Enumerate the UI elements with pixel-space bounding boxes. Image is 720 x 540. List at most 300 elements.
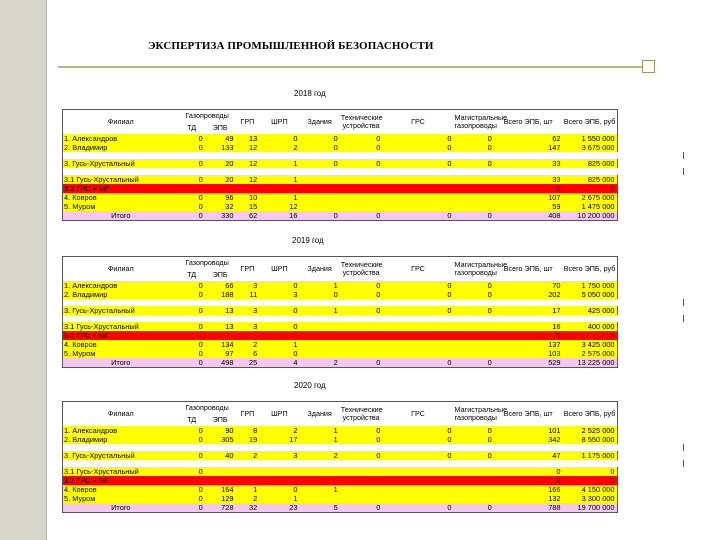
table-row <box>63 494 684 503</box>
cell-shrp: 3 <box>259 451 299 460</box>
cell-td: 0 <box>179 290 205 299</box>
cell-cnt: 0 <box>494 467 563 476</box>
cell-zd: 0 <box>299 159 339 168</box>
epb-table <box>62 256 684 368</box>
page-title: ЭКСПЕРТИЗА ПРОМЫШЛЕННОЙ БЕЗОПАСНОСТИ <box>148 40 434 52</box>
table-row <box>63 460 684 467</box>
header-td: ТД <box>187 270 197 280</box>
cell-shrp: 1 <box>259 494 299 503</box>
header-grs: ГРС <box>382 110 453 135</box>
cell-cnt: 408 <box>494 211 563 221</box>
cell-rub: 13 225 000 <box>563 358 618 368</box>
cell-grp: 2 <box>236 494 260 503</box>
table-row <box>63 358 684 368</box>
cell-tech <box>340 202 383 211</box>
cell-zd <box>299 202 339 211</box>
cell-rub: 4 150 000 <box>563 485 618 494</box>
cell-tech <box>340 193 383 202</box>
cell-grp <box>236 184 260 193</box>
cell-grs <box>382 494 453 503</box>
cell-epb: 728 <box>205 503 236 513</box>
cell-mag <box>454 340 494 349</box>
cell-td: 0 <box>179 134 205 143</box>
cell-shrp: 1 <box>259 340 299 349</box>
cell-grs: 0 <box>382 426 453 435</box>
header-filial: Филиал <box>63 402 179 427</box>
cell-mag <box>454 349 494 358</box>
cell-cnt: 103 <box>494 349 563 358</box>
cell-grp <box>236 331 260 340</box>
cell-grs <box>382 175 453 184</box>
cell-zd <box>299 340 339 349</box>
cell-zd: 1 <box>299 435 339 444</box>
row-label: 3.2 ГРС + МГ <box>63 184 179 193</box>
cell-grp: 2 <box>236 340 260 349</box>
cell-rub: 825 000 <box>563 175 618 184</box>
cell-shrp: 0 <box>259 349 299 358</box>
epb-table-block <box>62 256 684 368</box>
row-label: 2. Владимир <box>63 143 179 152</box>
cell-rub: 2 675 000 <box>563 193 618 202</box>
cell-epb <box>205 476 236 485</box>
cell-mag <box>454 184 494 193</box>
cell-shrp: 12 <box>259 202 299 211</box>
cell-shrp: 2 <box>259 143 299 152</box>
cell-shrp <box>259 467 299 476</box>
table-row <box>63 211 684 221</box>
cell-td: 0 <box>179 193 205 202</box>
table-row <box>63 134 684 143</box>
cell-grp: 25 <box>236 358 260 368</box>
cell-epb: 305 <box>205 435 236 444</box>
table-row <box>63 168 684 175</box>
cell-rub: 3 675 000 <box>563 143 618 152</box>
cell-shrp: 1 <box>259 175 299 184</box>
cell-td <box>179 476 205 485</box>
cell-grp: 1 <box>236 485 260 494</box>
cell-shrp: 17 <box>259 435 299 444</box>
cell-cnt: 788 <box>494 503 563 513</box>
cell-mag <box>454 193 494 202</box>
cell-epb: 13 <box>205 322 236 331</box>
header-shrp: ШРП <box>259 110 299 135</box>
cell-mag: 0 <box>454 143 494 152</box>
table-row <box>63 143 684 152</box>
cell-tech: 0 <box>340 435 383 444</box>
epb-table-block <box>62 401 684 513</box>
table-row <box>63 322 684 331</box>
cell-mag: 0 <box>454 306 494 315</box>
cell-cnt: 166 <box>494 485 563 494</box>
cell-td: 0 <box>179 358 205 368</box>
cell-epb: 32 <box>205 202 236 211</box>
cell-zd: 2 <box>299 358 339 368</box>
cell-mag: 0 <box>454 134 494 143</box>
header-total-rub: Всего ЭПБ, руб <box>563 402 618 427</box>
cell-rub: 1 475 000 <box>563 202 618 211</box>
cell-mag: 0 <box>454 426 494 435</box>
cell-cnt: 342 <box>494 435 563 444</box>
cell-grs <box>382 476 453 485</box>
table-row <box>63 331 684 340</box>
cell-grs <box>382 485 453 494</box>
cell-epb: 20 <box>205 175 236 184</box>
cell-td: 0 <box>179 485 205 494</box>
header-td: ТД <box>187 415 197 425</box>
cell-tech <box>340 476 383 485</box>
cell-zd <box>299 175 339 184</box>
header-total-rub: Всего ЭПБ, руб <box>563 257 618 282</box>
cell-tech: 0 <box>340 143 383 152</box>
cell-epb: 188 <box>205 290 236 299</box>
cell-grp: 19 <box>236 435 260 444</box>
header-grp: ГРП <box>236 257 260 282</box>
cell-shrp: 1 <box>259 159 299 168</box>
table-row <box>63 444 684 451</box>
cell-shrp <box>259 476 299 485</box>
header-total-rub: Всего ЭПБ, руб <box>563 110 618 135</box>
cell-epb: 49 <box>205 134 236 143</box>
cell-tech <box>340 322 383 331</box>
cell-cnt: 70 <box>494 281 563 290</box>
cell-epb: 129 <box>205 494 236 503</box>
cell-grs <box>382 202 453 211</box>
row-label: 3.2 ГРС + МГ <box>63 476 179 485</box>
cell-epb: 164 <box>205 485 236 494</box>
cell-epb: 40 <box>205 451 236 460</box>
cell-shrp: 0 <box>259 322 299 331</box>
cell-rub: 1 550 000 <box>563 134 618 143</box>
cell-tech <box>340 340 383 349</box>
slide-sidebar <box>0 0 46 540</box>
cell-grs: 0 <box>382 290 453 299</box>
cell-rub: 5 050 000 <box>563 290 618 299</box>
cell-tech <box>340 331 383 340</box>
cell-mag <box>454 467 494 476</box>
cell-grp: 11 <box>236 290 260 299</box>
row-spacer <box>63 152 684 159</box>
table-row <box>63 503 684 513</box>
cell-mag <box>454 322 494 331</box>
cell-shrp <box>259 184 299 193</box>
cell-grp <box>236 476 260 485</box>
cell-epb: 133 <box>205 143 236 152</box>
cell-rub: 0 <box>563 331 618 340</box>
cell-grp: 2 <box>236 451 260 460</box>
row-label: 2. Владимир <box>63 290 179 299</box>
cell-grs: 0 <box>382 451 453 460</box>
cell-grs: 0 <box>382 211 453 221</box>
row-label: Итого <box>63 211 179 221</box>
cell-cnt: 101 <box>494 426 563 435</box>
cell-grs: 0 <box>382 134 453 143</box>
cell-tech <box>340 184 383 193</box>
cell-epb: 134 <box>205 340 236 349</box>
cell-shrp: 4 <box>259 358 299 368</box>
cell-tech: 0 <box>340 426 383 435</box>
cell-grp: 12 <box>236 159 260 168</box>
header-grs: ГРС <box>382 257 453 282</box>
row-label: 3. Гусь-Хрустальный <box>63 306 179 315</box>
cell-zd: 0 <box>299 290 339 299</box>
cell-zd: 0 <box>299 134 339 143</box>
cell-tech <box>340 175 383 184</box>
row-spacer <box>63 168 684 175</box>
table-row <box>63 467 684 476</box>
year-label: 2018 год <box>294 89 326 98</box>
cell-shrp: 23 <box>259 503 299 513</box>
cell-grp: 3 <box>236 306 260 315</box>
table-row <box>63 315 684 322</box>
cell-tech <box>340 349 383 358</box>
cell-shrp: 1 <box>259 193 299 202</box>
cell-rub: 3 300 000 <box>563 494 618 503</box>
row-label: 3.1 Гусь-Хрустальный <box>63 467 179 476</box>
table-row <box>63 435 684 444</box>
cell-rub: 19 700 000 <box>563 503 618 513</box>
cell-grs: 0 <box>382 143 453 152</box>
row-label: 3. Гусь-Хрустальный <box>63 451 179 460</box>
cell-zd <box>299 494 339 503</box>
cell-zd <box>299 193 339 202</box>
cell-mag: 0 <box>454 159 494 168</box>
cell-td: 0 <box>179 281 205 290</box>
row-label: 2. Владимир <box>63 435 179 444</box>
cell-rub: 3 425 000 <box>563 340 618 349</box>
row-label: 4. Ковров <box>63 485 179 494</box>
cell-shrp: 3 <box>259 290 299 299</box>
cell-mag: 0 <box>454 281 494 290</box>
header-grp: ГРП <box>236 110 260 135</box>
cell-epb: 330 <box>205 211 236 221</box>
header-shrp: ШРП <box>259 402 299 427</box>
header-epb: ЭПБ <box>212 270 228 280</box>
cell-epb: 90 <box>205 426 236 435</box>
cell-epb <box>205 467 236 476</box>
header-grs: ГРС <box>382 402 453 427</box>
cell-zd: 1 <box>299 281 339 290</box>
row-label: Итого <box>63 358 179 368</box>
table-row <box>63 306 684 315</box>
row-spacer <box>63 315 684 322</box>
header-total-count: Всего ЭПБ, шт <box>494 257 563 282</box>
table-row <box>63 299 684 306</box>
cell-epb: 96 <box>205 193 236 202</box>
header-zdaniya: Здания <box>299 110 339 135</box>
header-gas: Газопроводы <box>179 257 236 270</box>
header-tech: Технические устройства <box>340 110 383 135</box>
cell-zd <box>299 331 339 340</box>
cell-td: 0 <box>179 306 205 315</box>
cell-grp: 10 <box>236 193 260 202</box>
cell-td: 0 <box>179 175 205 184</box>
cell-cnt: 147 <box>494 143 563 152</box>
cell-cnt: 132 <box>494 494 563 503</box>
cell-rub: 425 000 <box>563 306 618 315</box>
cell-epb <box>205 184 236 193</box>
header-magist: Магистральные газопроводы <box>454 257 494 282</box>
cell-cnt: 0 <box>494 331 563 340</box>
cell-td: 0 <box>179 349 205 358</box>
table-row <box>63 485 684 494</box>
row-spacer <box>63 460 684 467</box>
cell-cnt: 59 <box>494 202 563 211</box>
table-row <box>63 175 684 184</box>
header-tech: Технические устройства <box>340 402 383 427</box>
cell-tech: 0 <box>340 358 383 368</box>
cell-rub: 10 200 000 <box>563 211 618 221</box>
cell-td: 0 <box>179 159 205 168</box>
cell-shrp: 0 <box>259 281 299 290</box>
cell-cnt: 17 <box>494 306 563 315</box>
cell-mag <box>454 202 494 211</box>
cell-grp: 62 <box>236 211 260 221</box>
cell-grs: 0 <box>382 281 453 290</box>
cell-cnt: 107 <box>494 193 563 202</box>
cell-grp: 32 <box>236 503 260 513</box>
cell-tech: 0 <box>340 211 383 221</box>
cell-cnt: 33 <box>494 175 563 184</box>
row-label: 3.1 Гусь-Хрустальный <box>63 175 179 184</box>
cell-zd: 5 <box>299 503 339 513</box>
cell-cnt: 0 <box>494 476 563 485</box>
cell-cnt: 33 <box>494 159 563 168</box>
header-total-count: Всего ЭПБ, шт <box>494 402 563 427</box>
title-rule <box>58 66 648 68</box>
cell-td: 0 <box>179 340 205 349</box>
header-shrp: ШРП <box>259 257 299 282</box>
cell-mag <box>454 331 494 340</box>
cell-mag: 0 <box>454 435 494 444</box>
table-row <box>63 349 684 358</box>
cell-tech <box>340 485 383 494</box>
cell-shrp: 0 <box>259 485 299 494</box>
year-label: 2020 год <box>294 381 326 390</box>
cell-rub: 1 175 000 <box>563 451 618 460</box>
cell-grp: 6 <box>236 349 260 358</box>
epb-table <box>62 109 684 221</box>
header-zdaniya: Здания <box>299 257 339 282</box>
cell-td: 0 <box>179 211 205 221</box>
cell-td: 0 <box>179 143 205 152</box>
cell-tech: 0 <box>340 503 383 513</box>
year-label: 2019 год <box>292 236 324 245</box>
row-label: 5. Муром <box>63 202 179 211</box>
cell-mag: 0 <box>454 503 494 513</box>
cell-rub: 1 750 000 <box>563 281 618 290</box>
cell-cnt: 16 <box>494 322 563 331</box>
cell-td: 0 <box>179 494 205 503</box>
row-label: 3.2 ГРС + МГ <box>63 331 179 340</box>
table-row <box>63 451 684 460</box>
cell-grp <box>236 467 260 476</box>
cell-tech: 0 <box>340 306 383 315</box>
cell-tech: 0 <box>340 159 383 168</box>
cell-zd: 1 <box>299 306 339 315</box>
cell-zd <box>299 184 339 193</box>
cell-grs: 0 <box>382 435 453 444</box>
cell-mag: 0 <box>454 290 494 299</box>
table-row <box>63 159 684 168</box>
epb-table <box>62 401 684 513</box>
cell-zd <box>299 476 339 485</box>
cell-grp: 12 <box>236 175 260 184</box>
header-epb: ЭПБ <box>212 123 228 133</box>
epb-table-block <box>62 109 684 221</box>
table-row <box>63 476 684 485</box>
cell-shrp <box>259 331 299 340</box>
cell-rub: 400 000 <box>563 322 618 331</box>
header-magist: Магистральные газопроводы <box>454 110 494 135</box>
cell-zd: 2 <box>299 451 339 460</box>
cell-rub: 825 000 <box>563 159 618 168</box>
row-spacer <box>63 299 684 306</box>
cell-epb <box>205 331 236 340</box>
row-label: 1. Александров <box>63 134 179 143</box>
table-row <box>63 340 684 349</box>
table-row <box>63 152 684 159</box>
cell-cnt: 137 <box>494 340 563 349</box>
cell-grs <box>382 331 453 340</box>
row-spacer <box>63 444 684 451</box>
cell-zd <box>299 467 339 476</box>
row-label: 5. Муром <box>63 494 179 503</box>
cell-td: 0 <box>179 503 205 513</box>
cell-td: 0 <box>179 467 205 476</box>
row-label: 4. Ковров <box>63 193 179 202</box>
row-label: 1. Александров <box>63 426 179 435</box>
header-filial: Филиал <box>63 257 179 282</box>
table-row <box>63 202 684 211</box>
cell-mag: 0 <box>454 451 494 460</box>
header-gas: Газопроводы <box>179 402 236 415</box>
rule-end-square <box>642 60 655 73</box>
cell-grs: 0 <box>382 159 453 168</box>
header-filial: Филиал <box>63 110 179 135</box>
cell-epb: 498 <box>205 358 236 368</box>
header-total-count: Всего ЭПБ, шт <box>494 110 563 135</box>
row-label: 4. Ковров <box>63 340 179 349</box>
cell-rub: 0 <box>563 184 618 193</box>
cell-shrp: 16 <box>259 211 299 221</box>
cell-tech: 0 <box>340 451 383 460</box>
header-td: ТД <box>187 123 197 133</box>
table-row <box>63 281 684 290</box>
cell-td: 0 <box>179 435 205 444</box>
cell-rub: 0 <box>563 467 618 476</box>
header-magist: Магистральные газопроводы <box>454 402 494 427</box>
cell-mag: 0 <box>454 211 494 221</box>
cell-epb: 66 <box>205 281 236 290</box>
cell-cnt: 47 <box>494 451 563 460</box>
cell-zd: 0 <box>299 211 339 221</box>
cell-mag <box>454 476 494 485</box>
table-row <box>63 184 684 193</box>
table-row <box>63 193 684 202</box>
cell-td <box>179 331 205 340</box>
cell-mag: 0 <box>454 358 494 368</box>
cell-cnt: 202 <box>494 290 563 299</box>
cell-grs <box>382 349 453 358</box>
cell-tech <box>340 494 383 503</box>
cell-td <box>179 184 205 193</box>
cell-zd: 1 <box>299 485 339 494</box>
cell-zd: 1 <box>299 426 339 435</box>
cell-rub: 0 <box>563 476 618 485</box>
cell-td: 0 <box>179 322 205 331</box>
cell-shrp: 0 <box>259 306 299 315</box>
cell-zd: 0 <box>299 143 339 152</box>
